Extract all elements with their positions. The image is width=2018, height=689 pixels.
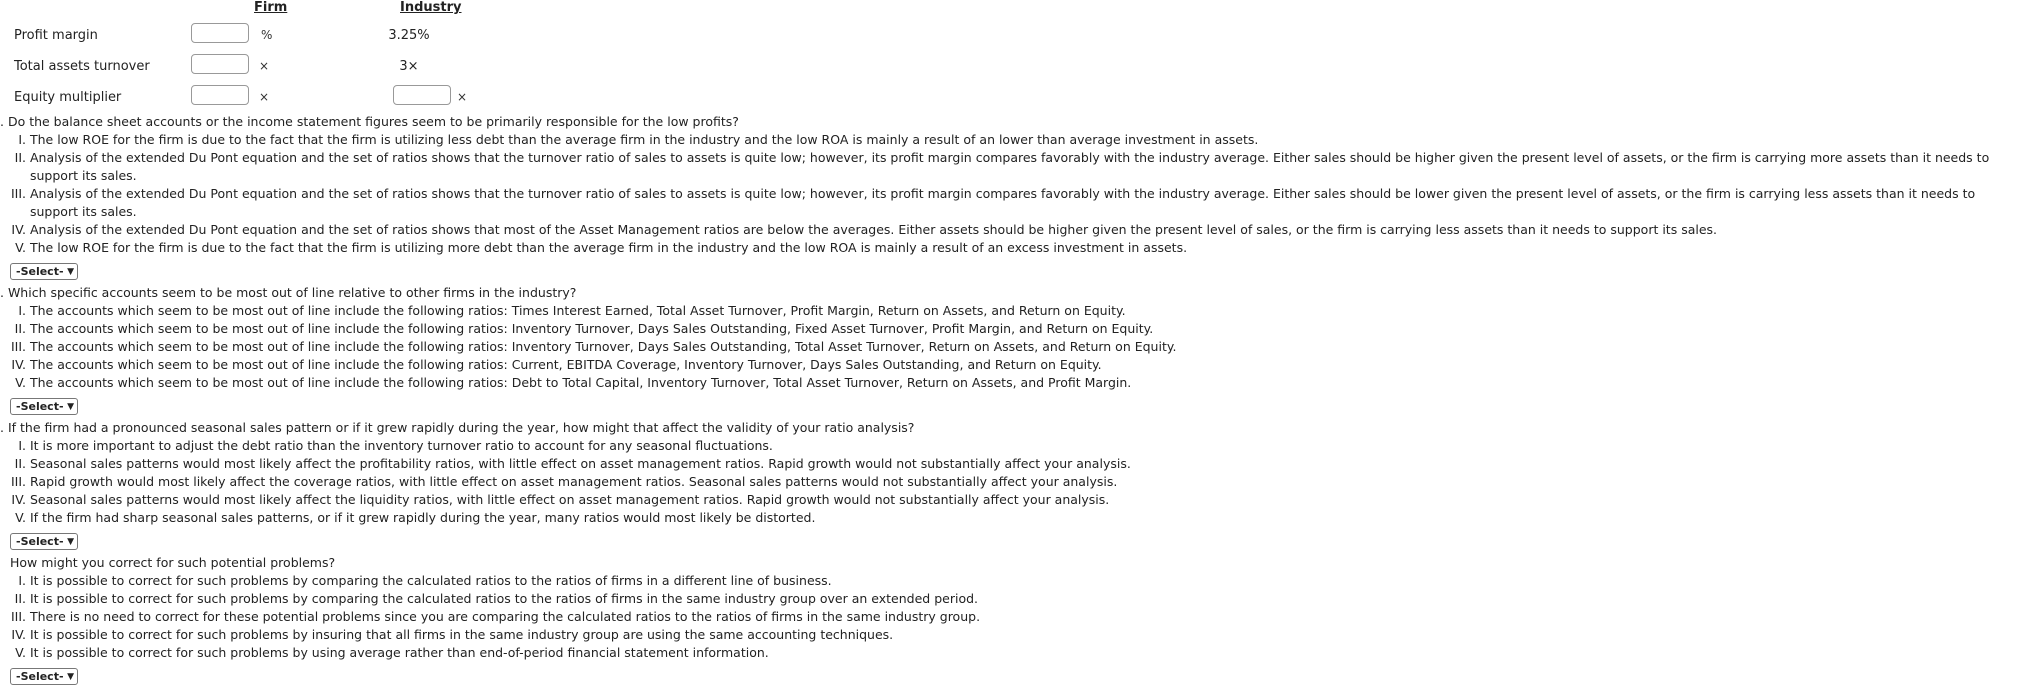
row-label: Profit margin — [14, 28, 98, 43]
answer-select-1[interactable] — [10, 263, 78, 280]
option-text: It is possible to correct for such problems by comparing the calculated ratios to the ratios of firms in a different line of business. — [30, 573, 832, 588]
list-item — [0, 221, 2018, 239]
option-text: It is possible to correct for such problems by comparing the calculated ratios to the ratios of firms in the same industry group over an extended period. — [30, 591, 978, 606]
option-number: III. — [10, 609, 26, 624]
question-block — [0, 113, 2018, 284]
option-number: II. — [14, 321, 26, 336]
option-number: II. — [14, 591, 26, 606]
option-text: Analysis of the extended Du Pont equation and the set of ratios shows that most of the Asset Management ratios are below the averages. Either assets should be higher given the present level of sales, or the firm is carrying less assets than it needs to support its sales. — [30, 222, 1718, 237]
option-number: II. — [14, 150, 26, 165]
list-item — [0, 374, 2018, 392]
option-number: IV. — [11, 627, 26, 642]
option-text: The accounts which seem to be most out of line include the following ratios: Times Interest Earned, Total Asset Turnover, Profit Margin, Return on Assets, and Return on Equity. — [30, 303, 1126, 318]
question-title: How might you correct for such potential problems? — [10, 555, 336, 570]
chevron-down-icon: ▼ — [67, 536, 74, 547]
option-number: I. — [18, 573, 26, 588]
unit-label: × — [259, 90, 270, 104]
total-assets-turnover-firm-input[interactable] — [191, 54, 249, 74]
answer-select-4[interactable] — [10, 668, 78, 685]
chevron-down-icon: ▼ — [67, 266, 74, 277]
answer-select-3[interactable] — [10, 533, 78, 550]
list-item — [0, 185, 2018, 221]
option-text: Rapid growth would most likely affect the coverage ratios, with little effect on asset management ratios. Seasonal sales patterns would not substantially affect your analysis. — [30, 474, 1118, 489]
question-block — [0, 419, 2018, 554]
questions-section — [0, 113, 2018, 689]
option-number: III. — [10, 474, 26, 489]
profit-margin-firm-input[interactable] — [191, 23, 249, 43]
option-text: Analysis of the extended Du Pont equation and the set of ratios shows that the turnover ratio of sales to assets is quite low; however, its profit margin compares favorably with the industry average. Either sales should be lower given the present level of assets, or the firm is carrying less assets than it needs to support its sales. — [30, 186, 1976, 219]
select-value: -Select- — [16, 264, 64, 278]
list-item — [0, 608, 2018, 626]
question-block — [0, 554, 2018, 689]
list-item — [0, 491, 2018, 509]
unit-label: % — [261, 28, 273, 42]
industry-column-header: Industry — [400, 0, 462, 15]
list-item — [0, 338, 2018, 356]
option-number: V. — [15, 510, 26, 525]
question-title: . Do the balance sheet accounts or the income statement figures seem to be primarily responsible for the low profits? — [0, 114, 739, 129]
option-number: III. — [10, 186, 26, 201]
select-value: -Select- — [16, 399, 64, 413]
question-block — [0, 284, 2018, 419]
option-number: IV. — [11, 222, 26, 237]
option-text: The accounts which seem to be most out of line include the following ratios: Inventory Turnover, Days Sales Outstanding, Total Asset Turnover, Return on Assets, and Return on Equity. — [30, 339, 1177, 354]
option-text: The accounts which seem to be most out of line include the following ratios: Inventory Turnover, Days Sales Outstanding, Fixed Asset Turnover, Profit Margin, and Return on Equity. — [30, 321, 1154, 336]
question-title: . If the firm had a pronounced seasonal sales pattern or if it grew rapidly during the year, how might that affect the validity of your ratio analysis? — [0, 420, 915, 435]
industry-value: 3.25% — [388, 28, 430, 43]
select-value: -Select- — [16, 669, 64, 683]
list-item — [0, 302, 2018, 320]
table-row — [14, 21, 494, 51]
select-value: -Select- — [16, 534, 64, 548]
list-item — [0, 626, 2018, 644]
option-number: IV. — [11, 492, 26, 507]
chevron-down-icon: ▼ — [67, 401, 74, 412]
list-item — [0, 131, 2018, 149]
answer-select-2[interactable] — [10, 398, 78, 415]
list-item — [0, 455, 2018, 473]
list-item — [0, 239, 2018, 257]
option-number: I. — [18, 303, 26, 318]
option-text: The accounts which seem to be most out of line include the following ratios: Current, EBITDA Coverage, Inventory Turnover, Days Sales Outstanding, and Return on Equity. — [30, 357, 1102, 372]
table-row — [14, 52, 494, 82]
option-text: It is more important to adjust the debt ratio than the inventory turnover ratio to account for any seasonal fluctuations. — [30, 438, 773, 453]
option-text: The low ROE for the firm is due to the fact that the firm is utilizing less debt than the average firm in the industry and the low ROA is mainly a result of an lower than average investment in assets. — [30, 132, 1259, 147]
equity-multiplier-firm-input[interactable] — [191, 85, 249, 105]
option-number: IV. — [11, 357, 26, 372]
firm-column-header: Firm — [254, 0, 288, 15]
row-label: Total assets turnover — [14, 59, 150, 74]
option-text: Analysis of the extended Du Pont equation and the set of ratios shows that the turnover ratio of sales to assets is quite low; however, its profit margin compares favorably with the industry average. Either sales should be higher given the present level of assets, or the firm is carrying more assets than it needs to support its sales. — [30, 150, 1990, 183]
list-item — [0, 572, 2018, 590]
option-text: It is possible to correct for such problems by insuring that all firms in the same industry group are using the same accounting techniques. — [30, 627, 894, 642]
option-number: I. — [18, 438, 26, 453]
option-number: V. — [15, 240, 26, 255]
list-item — [0, 437, 2018, 455]
option-number: V. — [15, 375, 26, 390]
option-number: I. — [18, 132, 26, 147]
option-text: The accounts which seem to be most out of line include the following ratios: Debt to Total Capital, Inventory Turnover, Total Asset Turnover, Return on Assets, and Profit Margin. — [30, 375, 1132, 390]
row-label: Equity multiplier — [14, 90, 122, 105]
list-item — [0, 509, 2018, 527]
option-text: There is no need to correct for these potential problems since you are comparing the calculated ratios to the ratios of firms in the same industry group. — [30, 609, 981, 624]
list-item — [0, 320, 2018, 338]
chevron-down-icon: ▼ — [67, 671, 74, 682]
option-text: Seasonal sales patterns would most likely affect the profitability ratios, with little effect on asset management ratios. Rapid growth would not substantially affect your analysis. — [30, 456, 1131, 471]
unit-label: × — [457, 90, 468, 104]
option-text: If the firm had sharp seasonal sales patterns, or if it grew rapidly during the year, many ratios would most likely be distorted. — [30, 510, 816, 525]
list-item — [0, 356, 2018, 374]
option-number: II. — [14, 456, 26, 471]
option-text: It is possible to correct for such problems by using average rather than end-of-period financial statement information. — [30, 645, 769, 660]
unit-label: × — [259, 59, 270, 73]
option-text: The low ROE for the firm is due to the fact that the firm is utilizing more debt than the average firm in the industry and the low ROA is mainly a result of an excess investment in assets. — [30, 240, 1188, 255]
option-text: Seasonal sales patterns would most likely affect the liquidity ratios, with little effect on asset management ratios. Rapid growth would not substantially affect your analysis. — [30, 492, 1110, 507]
list-item — [0, 644, 2018, 662]
equity-multiplier-industry-input[interactable] — [393, 85, 451, 105]
industry-value: 3× — [399, 59, 419, 74]
list-item — [0, 473, 2018, 491]
table-row — [14, 83, 494, 113]
list-item — [0, 149, 2018, 185]
list-item — [0, 590, 2018, 608]
question-title: . Which specific accounts seem to be most out of line relative to other firms in the industry? — [0, 285, 577, 300]
option-number: V. — [15, 645, 26, 660]
option-number: III. — [10, 339, 26, 354]
